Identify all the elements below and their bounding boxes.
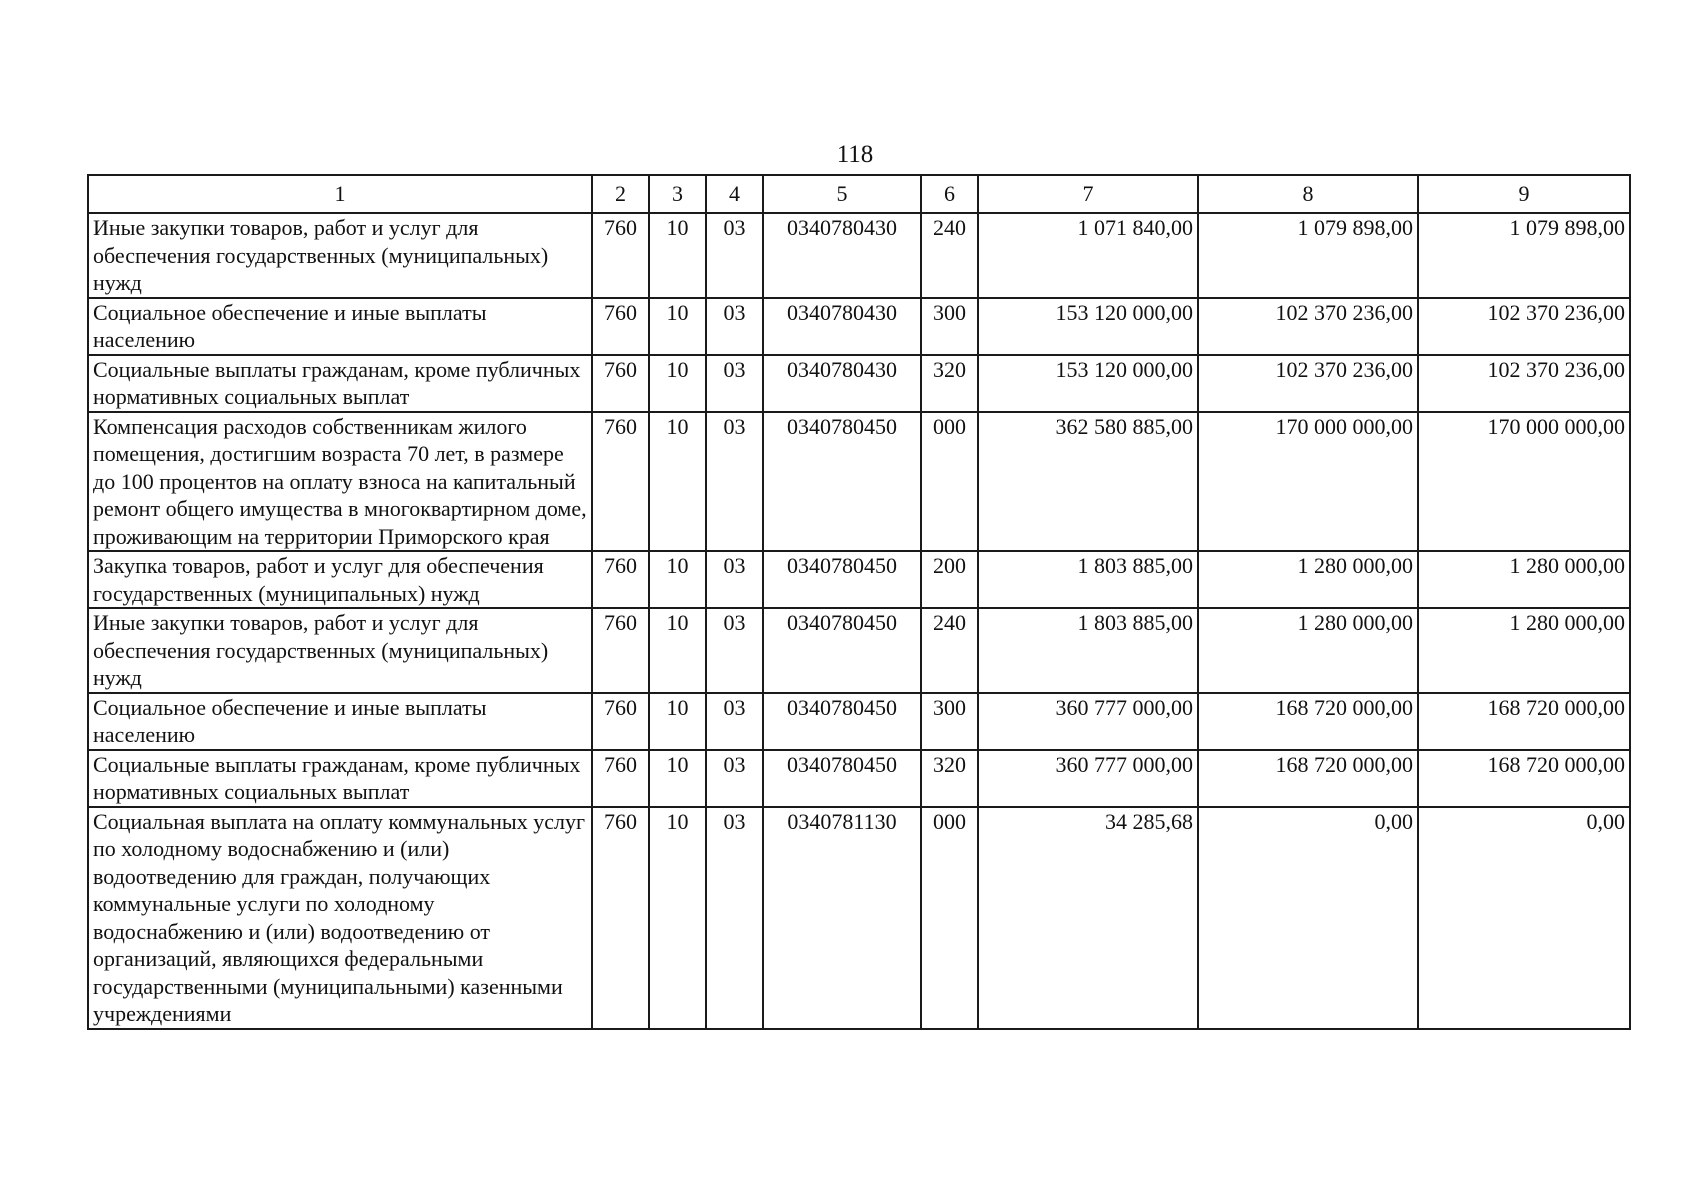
amount-col-9: 1 280 000,00 <box>1418 551 1630 608</box>
amount-col-8: 168 720 000,00 <box>1198 693 1418 750</box>
section-code: 10 <box>649 807 706 1029</box>
row-name: Иные закупки товаров, работ и услуг для обеспечения государственных (муниципальных) нужд <box>88 213 592 298</box>
row-name: Компенсация расходов собственникам жилого помещения, достигшим возраста 70 лет, в размере до 100 процентов на оплату взноса на капитальный ремонт общего имущества в многоквартирном доме, проживающим на территории Приморского края <box>88 412 592 552</box>
column-header: 1 <box>88 175 592 213</box>
subsection-code: 03 <box>706 750 763 807</box>
table-row <box>88 412 1630 552</box>
amount-col-7: 153 120 000,00 <box>978 298 1198 355</box>
row-name: Социальные выплаты гражданам, кроме публичных нормативных социальных выплат <box>88 750 592 807</box>
row-name: Закупка товаров, работ и услуг для обеспечения государственных (муниципальных) нужд <box>88 551 592 608</box>
subsection-code: 03 <box>706 807 763 1029</box>
target-article-code: 0340780450 <box>763 608 921 693</box>
budget-table <box>87 174 1631 1030</box>
target-article-code: 0340780450 <box>763 412 921 552</box>
ministry-code: 760 <box>592 693 649 750</box>
table-row <box>88 608 1630 693</box>
subsection-code: 03 <box>706 298 763 355</box>
subsection-code: 03 <box>706 693 763 750</box>
section-code: 10 <box>649 298 706 355</box>
amount-col-9: 168 720 000,00 <box>1418 750 1630 807</box>
table-row <box>88 298 1630 355</box>
expense-type-code: 320 <box>921 355 978 412</box>
column-header: 2 <box>592 175 649 213</box>
section-code: 10 <box>649 693 706 750</box>
amount-col-9: 102 370 236,00 <box>1418 355 1630 412</box>
amount-col-9: 1 280 000,00 <box>1418 608 1630 693</box>
section-code: 10 <box>649 551 706 608</box>
column-header: 9 <box>1418 175 1630 213</box>
amount-col-7: 34 285,68 <box>978 807 1198 1029</box>
amount-col-8: 102 370 236,00 <box>1198 298 1418 355</box>
ministry-code: 760 <box>592 412 649 552</box>
amount-col-7: 1 803 885,00 <box>978 551 1198 608</box>
ministry-code: 760 <box>592 551 649 608</box>
ministry-code: 760 <box>592 807 649 1029</box>
amount-col-9: 170 000 000,00 <box>1418 412 1630 552</box>
target-article-code: 0340780450 <box>763 551 921 608</box>
subsection-code: 03 <box>706 551 763 608</box>
row-name: Иные закупки товаров, работ и услуг для обеспечения государственных (муниципальных) нужд <box>88 608 592 693</box>
column-header: 6 <box>921 175 978 213</box>
subsection-code: 03 <box>706 608 763 693</box>
amount-col-9: 102 370 236,00 <box>1418 298 1630 355</box>
table-row <box>88 355 1630 412</box>
expense-type-code: 320 <box>921 750 978 807</box>
expense-type-code: 000 <box>921 807 978 1029</box>
target-article-code: 0340780450 <box>763 693 921 750</box>
row-name: Социальная выплата на оплату коммунальных услуг по холодному водоснабжению и (или) водоотведению для граждан, получающих коммунальные услуги по холодному водоснабжению и (или) водоотведению от организаций, являющихся федеральными государственными (муниципальными) казенными учреждениями <box>88 807 592 1029</box>
amount-col-8: 1 280 000,00 <box>1198 551 1418 608</box>
amount-col-7: 1 803 885,00 <box>978 608 1198 693</box>
section-code: 10 <box>649 412 706 552</box>
table-row <box>88 807 1630 1029</box>
expense-type-code: 000 <box>921 412 978 552</box>
section-code: 10 <box>649 608 706 693</box>
amount-col-8: 170 000 000,00 <box>1198 412 1418 552</box>
table-row <box>88 693 1630 750</box>
amount-col-9: 168 720 000,00 <box>1418 693 1630 750</box>
section-code: 10 <box>649 750 706 807</box>
amount-col-8: 102 370 236,00 <box>1198 355 1418 412</box>
target-article-code: 0340781130 <box>763 807 921 1029</box>
ministry-code: 760 <box>592 213 649 298</box>
subsection-code: 03 <box>706 355 763 412</box>
row-name: Социальное обеспечение и иные выплаты населению <box>88 693 592 750</box>
subsection-code: 03 <box>706 412 763 552</box>
expense-type-code: 300 <box>921 298 978 355</box>
table-row <box>88 213 1630 298</box>
amount-col-8: 1 079 898,00 <box>1198 213 1418 298</box>
ministry-code: 760 <box>592 750 649 807</box>
expense-type-code: 300 <box>921 693 978 750</box>
column-header: 3 <box>649 175 706 213</box>
section-code: 10 <box>649 213 706 298</box>
column-header: 5 <box>763 175 921 213</box>
amount-col-7: 1 071 840,00 <box>978 213 1198 298</box>
row-name: Социальные выплаты гражданам, кроме публичных нормативных социальных выплат <box>88 355 592 412</box>
target-article-code: 0340780430 <box>763 298 921 355</box>
column-header: 7 <box>978 175 1198 213</box>
target-article-code: 0340780430 <box>763 213 921 298</box>
row-name: Социальное обеспечение и иные выплаты населению <box>88 298 592 355</box>
column-header: 4 <box>706 175 763 213</box>
column-number-row <box>88 175 1630 213</box>
amount-col-8: 168 720 000,00 <box>1198 750 1418 807</box>
ministry-code: 760 <box>592 298 649 355</box>
subsection-code: 03 <box>706 213 763 298</box>
amount-col-7: 153 120 000,00 <box>978 355 1198 412</box>
ministry-code: 760 <box>592 355 649 412</box>
amount-col-8: 0,00 <box>1198 807 1418 1029</box>
target-article-code: 0340780450 <box>763 750 921 807</box>
table-row <box>88 750 1630 807</box>
section-code: 10 <box>649 355 706 412</box>
ministry-code: 760 <box>592 608 649 693</box>
amount-col-7: 360 777 000,00 <box>978 693 1198 750</box>
table-row <box>88 551 1630 608</box>
amount-col-8: 1 280 000,00 <box>1198 608 1418 693</box>
target-article-code: 0340780430 <box>763 355 921 412</box>
expense-type-code: 240 <box>921 213 978 298</box>
expense-type-code: 240 <box>921 608 978 693</box>
page-number: 118 <box>836 141 874 168</box>
amount-col-7: 362 580 885,00 <box>978 412 1198 552</box>
amount-col-9: 1 079 898,00 <box>1418 213 1630 298</box>
amount-col-9: 0,00 <box>1418 807 1630 1029</box>
amount-col-7: 360 777 000,00 <box>978 750 1198 807</box>
column-header: 8 <box>1198 175 1418 213</box>
expense-type-code: 200 <box>921 551 978 608</box>
